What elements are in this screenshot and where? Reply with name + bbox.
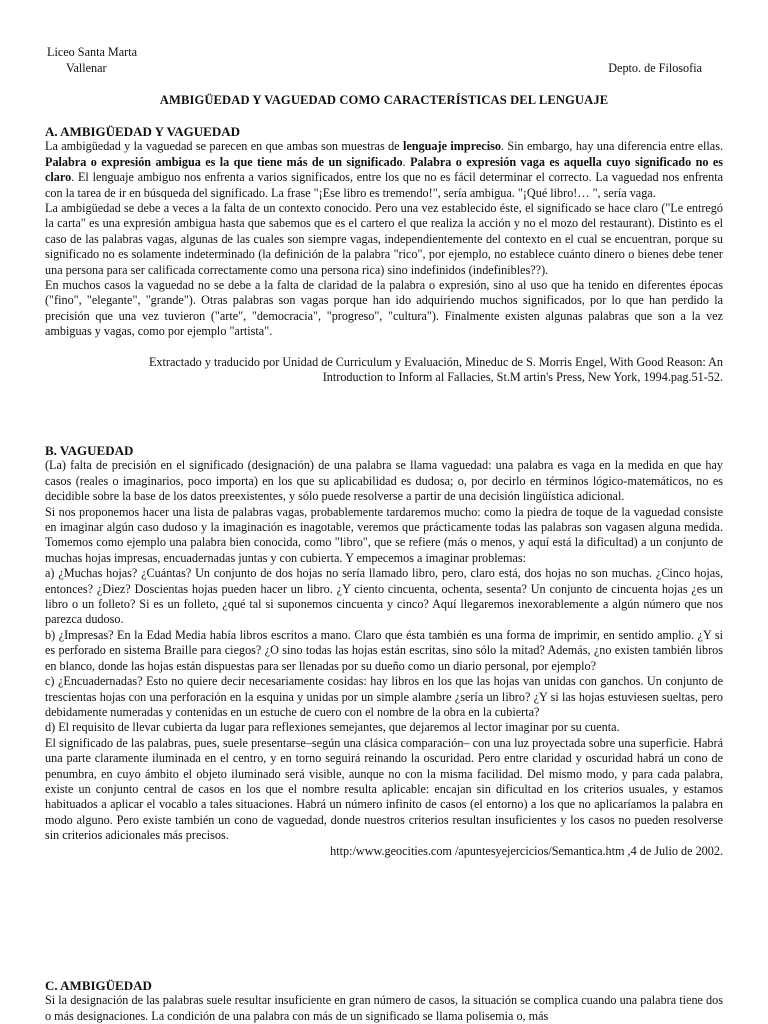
section-b-paragraph-1: (La) falta de precisión en el significado (designación) de una palabra se llama vaguedad: una palabra es vaga en la medida en que hay casos (reales o imaginarios, poco importa) en los que su aplicabilidad es dudosa; o, por decirlo en términos lógico-matemáticos, no es decidible sobre la base de los datos preexistentes, y sólo puede resolverse a partir de una decisión lingüística adicional. [45,458,723,504]
school-name: Liceo Santa Marta [47,45,138,59]
section-a [45,124,723,386]
section-b-source: http:/www.geocities.com /apuntesyejercicios/Semantica.htm ,4 de Julio de 2002. [330,843,723,858]
section-b-item-d: d) El requisito de llevar cubierta da lugar para reflexiones semejantes, que dejaremos al lector imaginar por su cuenta. [45,720,620,735]
document-title: AMBIGÜEDAD Y VAGUEDAD COMO CARACTERÍSTICAS DEL LENGUAJE [159,93,609,107]
section-b [45,443,723,859]
section-b-item-a: a) ¿Muchas hojas? ¿Cuántas? Un conjunto de dos hojas no sería llamado libro, pero, claro está, dos hojas no son muchas. ¿Cinco hojas, entonces? ¿Diez? Doscientas hojas pueden hacer un libro. ¿Y ciento cincuenta, ochenta, sesenta? Un conjunto de cincuenta hojas ¿es un libro o un folleto? Si es un folleto, ¿qué tal si suponemos cincuenta y cinco? Aquí llegaremos inexorablemente a algún número que nos parezca dudoso. [45,566,723,627]
section-a-paragraph-2: La ambigüedad se debe a veces a la falta de un contexto conocido. Pero una vez establecido éste, el significado se hace claro ("Le entregó la carta" es una expresión ambigua hasta que sabemos que es el cartero el que realiza la acción y no el mozo del restaurant). Distinto es el caso de las palabras vagas, algunas de las cuales son siempre vagas, independientemente del contexto en el cual se encuentran, porque su significado no es solamente indeterminado (la definición de la palabra "rico", por ejemplo, no establece cuánto dinero o bienes debe tener una persona para ser calificada correctamente como una persona rica) sino indefinidos (indefinibles??). [45,201,723,277]
section-a-source-line-2: Introduction to Inform al Fallacies, St.M artin's Press, New York, 1994.pag.51-52. [322,370,723,385]
section-a-paragraph-1: La ambigüedad y la vaguedad se parecen en que ambas son muestras de lenguaje impreciso. Sin embargo, hay una diferencia entre ellas. Palabra o expresión ambigua es la que tiene más de un significado. Palabra o expresión vaga es aquella cuyo significado no es claro. El lenguaje ambiguo nos enfrenta a varios significados, entre los que no es fácil determinar el correcto. La vaguedad nos enfrenta con la tarea de ir en búsqueda del significado. La frase "¡Ese libro es tremendo!", sería ambigua. "¡Qué libro!… ", sería vaga. [45,139,723,200]
section-c [45,978,723,1024]
section-a-heading: A. AMBIGÜEDAD Y VAGUEDAD [45,124,241,139]
section-a-source-line-1: Extractado y traducido por Unidad de Curriculum y Evaluación, Mineduc de S. Morris Engel, With Good Reason: An [148,354,723,369]
section-b-paragraph-3: El significado de las palabras, pues, suele presentarse–según una clásica comparación– con una luz proyectada sobre una superficie. Habrá una parte claramente iluminada en el centro, y en torno seguirá reinando la oscuridad. Pero entre claridad y oscuridad habrá un cono de penumbra, en cuyo ámbito el objeto iluminado será visible, aunque no con la misma facilidad. Del mismo modo, y para cada palabra, existe un conjunto central de casos en los que el nombre resulta aplicable: encajan sin dificultad en los criterios usuales, y estamos habituados a aplicar el vocablo a tales situaciones. Habrá un número infinito de casos (el entorno) a los que no aplicaríamos la palabra en modo alguno. Pero existe también un cono de vaguedad, donde nuestros criterios resultan insuficientes y los casos no pueden resolverse sin criterios adicionales más precisos. [45,735,723,843]
section-c-heading: C. AMBIGÜEDAD [45,978,152,993]
section-b-paragraph-2: Si nos proponemos hacer una lista de palabras vagas, probablemente tardaremos mucho: como la piedra de toque de la vaguedad consiste en imaginar algún caso dudoso y la imaginación es inagotable, veremos que prácticamente todas las palabras son vagasen alguna medida. Tomemos como ejemplo una palabra bien conocida, como "libro", que se refiere (más o menos, y aquí está la dificultad) a un conjunto de muchas hojas impresas, encuadernadas juntas y con cubierta. Y empecemos a imaginar problemas: [45,504,723,565]
section-b-item-b: b) ¿Impresas? En la Edad Media había libros escritos a mano. Claro que ésta también es una forma de imprimir, en sentido amplio. ¿Y si es perforado en sistema Braille para ciegos? ¿O sino todas las hojas están escritas, sino sólo la mitad? Además, ¿no existen también libros en blanco, donde las hojas están dispuestas para ser llenadas por su dueño como un diario personal, por ejemplo? [45,627,723,673]
section-a-paragraph-3: En muchos casos la vaguedad no se debe a la falta de claridad de la palabra o expresión, sino al uso que ha tenido en diferentes épocas ("fino", "elegante", "grande"). Otras palabras son vagas porque han ido adquiriendo muchos significados, por lo que han perdido la precisión que una vez tuvieron ("arte", "democracia", "progreso", "cultura"). Finalmente existen algunas palabras que son a la vez ambiguas y vagas, como por ejemplo "artista". [45,278,723,339]
department-name: Depto. de Filosofia [608,61,702,75]
section-c-paragraph-1: Si la designación de las palabras suele resultar insuficiente en gran número de casos, la situación se complica cuando una palabra tiene dos o más designaciones. La condición de una palabra con más de un significado se llama polisemia o, más [45,993,723,1023]
section-b-item-c: c) ¿Encuadernadas? Esto no quiere decir necesariamente cosidas: hay libros en los que las hojas van unidas con ganchos. Un conjunto de trescientas hojas con una perforación en la esquina y unidas por un simple alambre ¿sería un libro? ¿Y si las hojas estuviesen sueltas, pero debidamente numeradas y contenidas en un estuche de cuero con el nombre de la obra en la cubierta? [45,674,723,719]
school-city: Vallenar [66,61,107,75]
section-b-heading: B. VAGUEDAD [45,443,134,458]
